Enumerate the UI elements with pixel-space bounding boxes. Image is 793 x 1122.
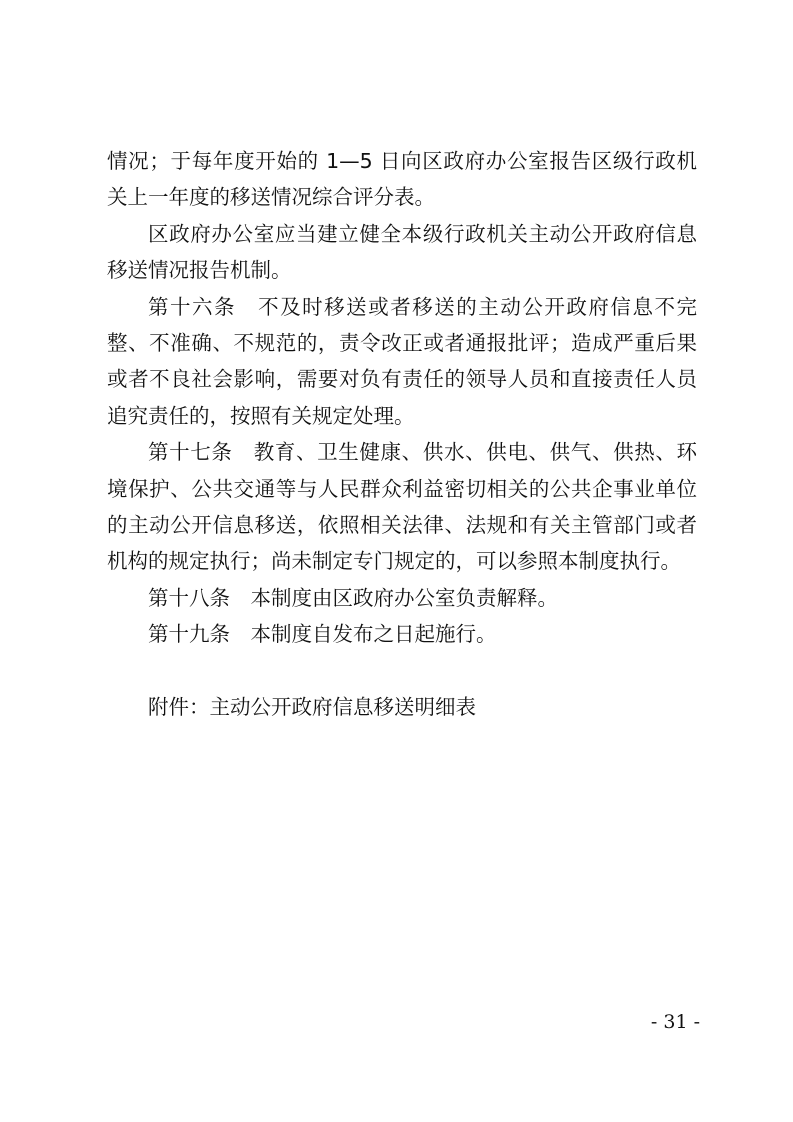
paragraph-article-17: 第十七条 教育、卫生健康、供水、供电、供气、供热、环境保护、公共交通等与人民群众利益密切相关的公共企事业单位的主动公开信息移送，依照相关法律、法规和有关主管部门或者机构的规定执行；尚未制定专门规定的，可以参照本制度执行。 bbox=[107, 440, 697, 574]
page-number: - 31 - bbox=[650, 1011, 700, 1033]
paragraph-reporting-mechanism: 区政府办公室应当建立健全本级行政机关主动公开政府信息移送情况报告机制。 bbox=[107, 221, 697, 283]
paragraph-article-16: 第十六条 不及时移送或者移送的主动公开政府信息不完整、不准确、不规范的，责令改正或者通报批评；造成严重后果或者不良社会影响，需要对负有责任的领导人员和直接责任人员追究责任的，按照有关规定处理。 bbox=[107, 294, 697, 428]
paragraph-article-19: 第十九条 本制度自发布之日起施行。 bbox=[148, 622, 497, 647]
paragraph-article-18: 第十八条 本制度由区政府办公室负责解释。 bbox=[148, 585, 558, 610]
document-body bbox=[107, 143, 697, 725]
paragraph-continuation: 情况；于每年度开始的 1—5 日向区政府办公室报告区级行政机关上一年度的移送情况综合评分表。 bbox=[107, 149, 697, 210]
attachment-line: 附件：主动公开政府信息移送明细表 bbox=[148, 694, 476, 719]
